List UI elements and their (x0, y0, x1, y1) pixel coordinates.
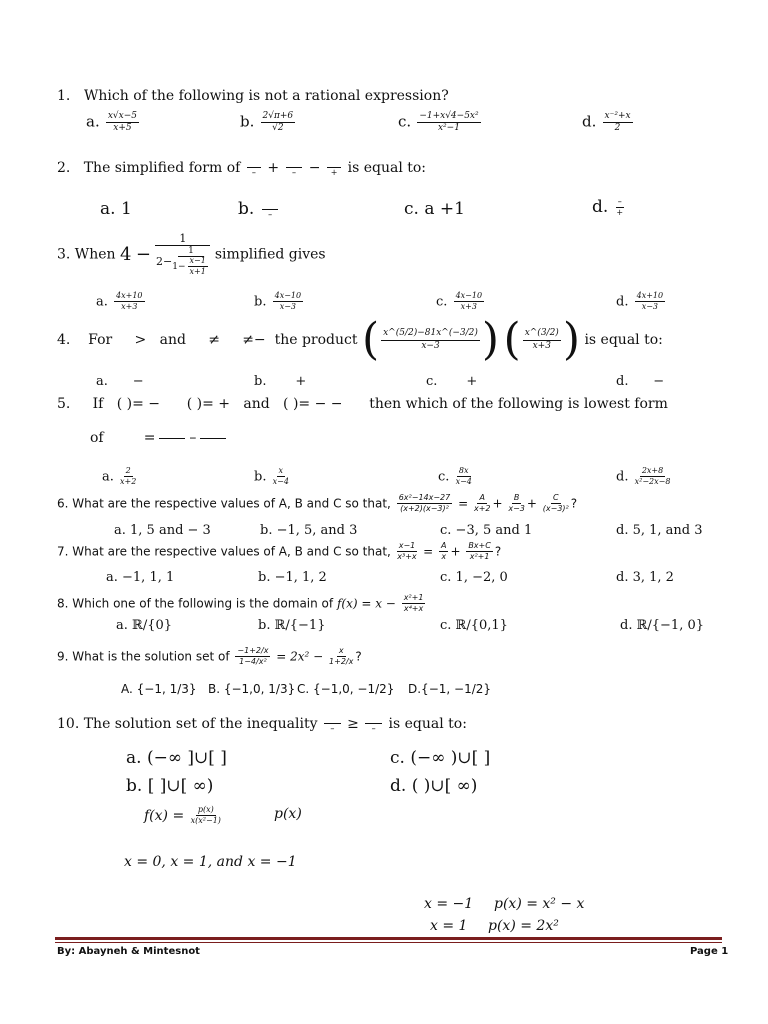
q10-option-a: a. (−∞ ]∪[ ] (126, 748, 227, 768)
work-line2-x: x = 1 (430, 918, 468, 934)
q8-option-d: d. ℝ/{−1, 0} (620, 618, 705, 633)
q8-option-c: c. ℝ/{0,1} (440, 618, 508, 633)
q8-line: 8. Which one of the following is the domain of f(x) = x − $\frac{\text{x²+1}}{\text{x⁴+x}}$ (57, 593, 424, 614)
q10-option-d: d. ( )∪[ ∞) (390, 776, 478, 796)
q8-option-b: b. ℝ/{−1} (258, 618, 326, 633)
q10-option-c: c. (−∞ )∪[ ] (390, 748, 491, 768)
q5-option-a: a. $\frac{2}{x+2}$ (102, 466, 137, 487)
q6-line: 6. What are the respective values of A, B and C so that, $\frac{\text{6x²−14x−27}}{\text{(x+2)(x−3)²}}$ = $\frac{A}{x+2}$ + $\frac{B}{x-3}$ + $\frac{C}{\text{(x−3)²}}$ ? (57, 493, 578, 514)
q5-option-b: b. $\frac{x}{x-4}$ (254, 466, 289, 487)
q5-line: 5. If ( )= − ( )= + and ( )= − − then which of the following is lowest form (57, 396, 668, 412)
q4-option-b: b. + (254, 374, 307, 389)
work-roots: x = 0, x = 1, and x = −1 (124, 854, 297, 870)
q3-line: 3. When 4 − 1 2− 1 1− $\frac{x-1}{x+1}$ simplified gives (57, 232, 326, 277)
work-fx: f(x) = $\frac{p(x)}{\text{x(x²−1)}}$ (144, 805, 221, 826)
q1-option-d: d. $\frac{\text{x⁻²+x}}{2}$ (582, 111, 631, 134)
q4-option-d: d. − (616, 374, 665, 389)
q7-option-a: a. −1, 1, 1 (106, 570, 175, 585)
work-px: p(x) (274, 806, 302, 822)
q8-option-a: a. ℝ/{0} (116, 618, 173, 633)
q5-of-line: of = – (90, 430, 230, 446)
q9-line: 9. What is the solution set of $\frac{-1+2/x}{\text{1−4/x²}}$ = 2x² − $\frac{x}{1+2/x}$ ? (57, 646, 362, 667)
q1-number: 1. (57, 88, 71, 104)
q1-option-a: a. $\frac{x√x-5}{x+5}$ (86, 111, 138, 134)
q6-option-c: c. −3, 5 and 1 (440, 523, 533, 538)
q7-option-b: b. −1, 1, 2 (258, 570, 327, 585)
q2-line: 2. The simplified form of – + – − + is equal to: (57, 159, 427, 178)
q10-option-b: b. [ ]∪[ ∞) (126, 776, 214, 796)
q2-option-d: d. $\frac{-}{+}$ (592, 196, 624, 217)
q5-option-d: d. $\frac{2x+8}{\text{x²−2x−8}}$ (616, 466, 671, 487)
q1-option-b: b. $\frac{2√\pi+6}{√2}$ (240, 111, 294, 134)
q4-option-a: a. − (96, 374, 144, 389)
q6-option-d: d. 5, 1, and 3 (616, 523, 703, 538)
q10-line: 10. The solution set of the inequality – ≥ – is equal to: (57, 715, 467, 734)
q4-option-c: c. + (426, 374, 478, 389)
q5-option-c: c. $\frac{8x}{x-4}$ (438, 466, 472, 487)
work-line2-p: p(x) = 2x² (488, 918, 559, 934)
q9-option-b: B. {−1,0, 1/3} (208, 682, 296, 696)
work-line1-p: p(x) = x² − x (494, 896, 585, 912)
q9-option-d: D.{−1, −1/2} (408, 682, 492, 696)
footer-page-number: Page 1 (690, 946, 729, 957)
footer-rule-thin (55, 942, 722, 943)
q3-option-a: a. $\frac{4x+10}{x+3}$ (96, 291, 143, 312)
q3-option-c: c. $\frac{4x-10}{x+3}$ (436, 291, 483, 312)
q1-text: Which of the following is not a rational expression? (84, 88, 449, 104)
q9-option-a: A. {−1, 1/3} (121, 682, 197, 696)
q2-option-a: a. 1 (100, 199, 132, 219)
q7-line: 7. What are the respective values of A, B and C so that, $\frac{x-1}{\text{x³+x}}$ = $\frac{A}{x}$ + $\frac{Bx+C}{\text{x²+1}}$ ? (57, 541, 502, 562)
q6-option-a: a. 1, 5 and − 3 (114, 523, 211, 538)
q4-line: 4. For > and ≠ ≠− the product ( $\frac{x\^{}(5/2)-81x\^{}(-3/2)}{x-3}$ ) ( $\frac{x\^{}(3/2)}{x+3}$ ) is equal to: (57, 314, 663, 365)
q9-option-c: C. {−1,0, −1/2} (297, 682, 395, 696)
q3-option-b: b. $\frac{4x-10}{x-3}$ (254, 291, 302, 312)
work-line1-x: x = −1 (424, 896, 474, 912)
footer-author: By: Abayneh & Mintesnot (57, 946, 200, 957)
q7-option-c: c. 1, −2, 0 (440, 570, 508, 585)
q3-option-d: d. $\frac{4x+10}{x-3}$ (616, 291, 664, 312)
q1-option-c: c. $\frac{\text{−1+x√4−5x²}}{\text{x²−1}}$ (398, 111, 479, 134)
q7-option-d: d. 3, 1, 2 (616, 570, 674, 585)
q2-option-b: b. – (238, 199, 280, 219)
q6-option-b: b. −1, 5, and 3 (260, 523, 358, 538)
footer-rule-thick (55, 937, 722, 940)
q2-option-c: c. a +1 (404, 199, 465, 219)
